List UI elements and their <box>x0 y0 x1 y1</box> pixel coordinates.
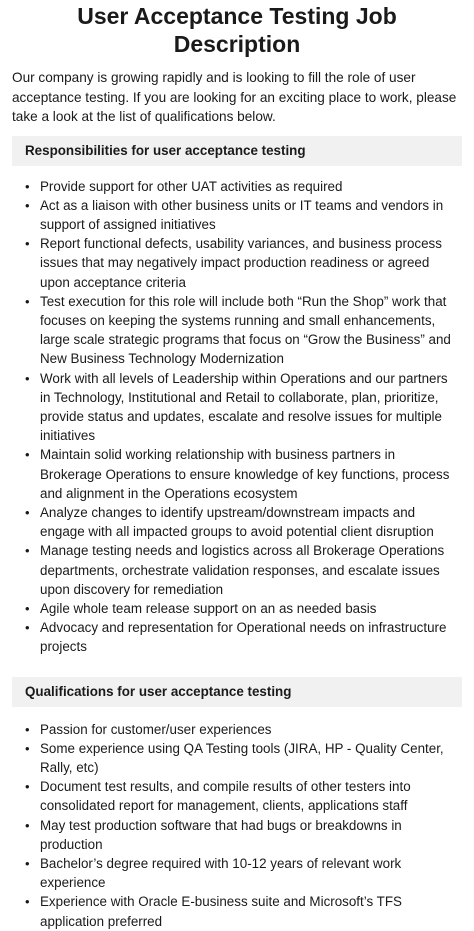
bullet-icon: • <box>25 740 30 756</box>
list-item: • May test production software that had bugs or breakdowns in production <box>25 817 402 852</box>
responsibilities-heading: Responsibilities for user acceptance testing <box>12 136 462 166</box>
list-item: • Passion for customer/user experiences <box>12 720 462 739</box>
bullet-icon: • <box>25 620 30 636</box>
list-item: • Test execution for this role will include both “Run the Shop” work that focuses on keeping the systems running and small enhancements, large scale strategic programs that focus on “Grow the Business” and New Business Technology Modernization <box>25 293 451 367</box>
list-item: • Act as a liaison with other business units or IT teams and vendors in support of assigned initiatives <box>25 197 444 232</box>
list-item: • Advocacy and representation for Operational needs on infrastructure projects <box>25 620 447 655</box>
bullet-icon: • <box>25 600 30 616</box>
bullet-icon: • <box>25 721 30 737</box>
qualifications-heading: Qualifications for user acceptance testing <box>12 677 462 707</box>
bullet-icon: • <box>25 370 30 386</box>
bullet-icon: • <box>25 236 30 252</box>
list-item: • Maintain solid working relationship with business partners in Brokerage Operations to ensure knowledge of key functions, process and alignment in the Operations ecosystem <box>25 447 450 501</box>
list-item: • Provide support for other UAT activities as required <box>12 177 462 196</box>
list-item: • Document test results, and compile results of other testers into consolidated report for management, clients, applications staff <box>25 779 411 814</box>
list-item: • Agile whole team release support on an as needed basis <box>12 599 462 618</box>
list-item: • Bachelor’s degree required with 10-12 years of relevant work experience <box>25 856 402 891</box>
bullet-icon: • <box>25 504 30 520</box>
list-item: • Some experience using QA Testing tools (JIRA, HP - Quality Center, Rally, etc) <box>25 740 444 775</box>
list-item: • Report functional defects, usability variances, and business process issues that may negatively impact production readiness or agreed upon acceptance criteria <box>25 236 442 290</box>
list-item: • Analyze changes to identify upstream/downstream impacts and engage with all impacted groups to avoid potential client disruption <box>25 504 434 540</box>
bullet-icon: • <box>25 894 30 910</box>
bullet-icon: • <box>25 856 30 871</box>
bullet-icon: • <box>25 543 30 559</box>
page-title: User Acceptance Testing Job Description <box>77 3 397 57</box>
bullet-icon: • <box>25 447 30 463</box>
bullet-icon: • <box>25 197 30 213</box>
bullet-icon: • <box>25 779 30 795</box>
list-item: • Manage testing needs and logistics across all Brokerage Operations departments, orchestrate validation responses, and escalate issues upon discovery for remediation <box>25 543 445 597</box>
qualifications-list <box>12 720 462 931</box>
intro-paragraph: Our company is growing rapidly and is looking to fill the role of user acceptance testing. If you are looking for an exciting place to work, please take a look at the list of qualifications below. <box>12 70 457 124</box>
bullet-icon: • <box>25 817 30 833</box>
responsibilities-list <box>12 177 462 657</box>
list-item: • Experience with Oracle E-business suite and Microsoft’s TFS application preferred <box>25 894 402 929</box>
bullet-icon: • <box>25 178 30 194</box>
bullet-icon: • <box>25 293 30 309</box>
list-item: • Work with all levels of Leadership within Operations and our partners in Technology, Institutional and Retail to collaborate, plan, prioritize, provide status and updates, escalate and resolve issues for multiple initiatives <box>25 370 448 444</box>
